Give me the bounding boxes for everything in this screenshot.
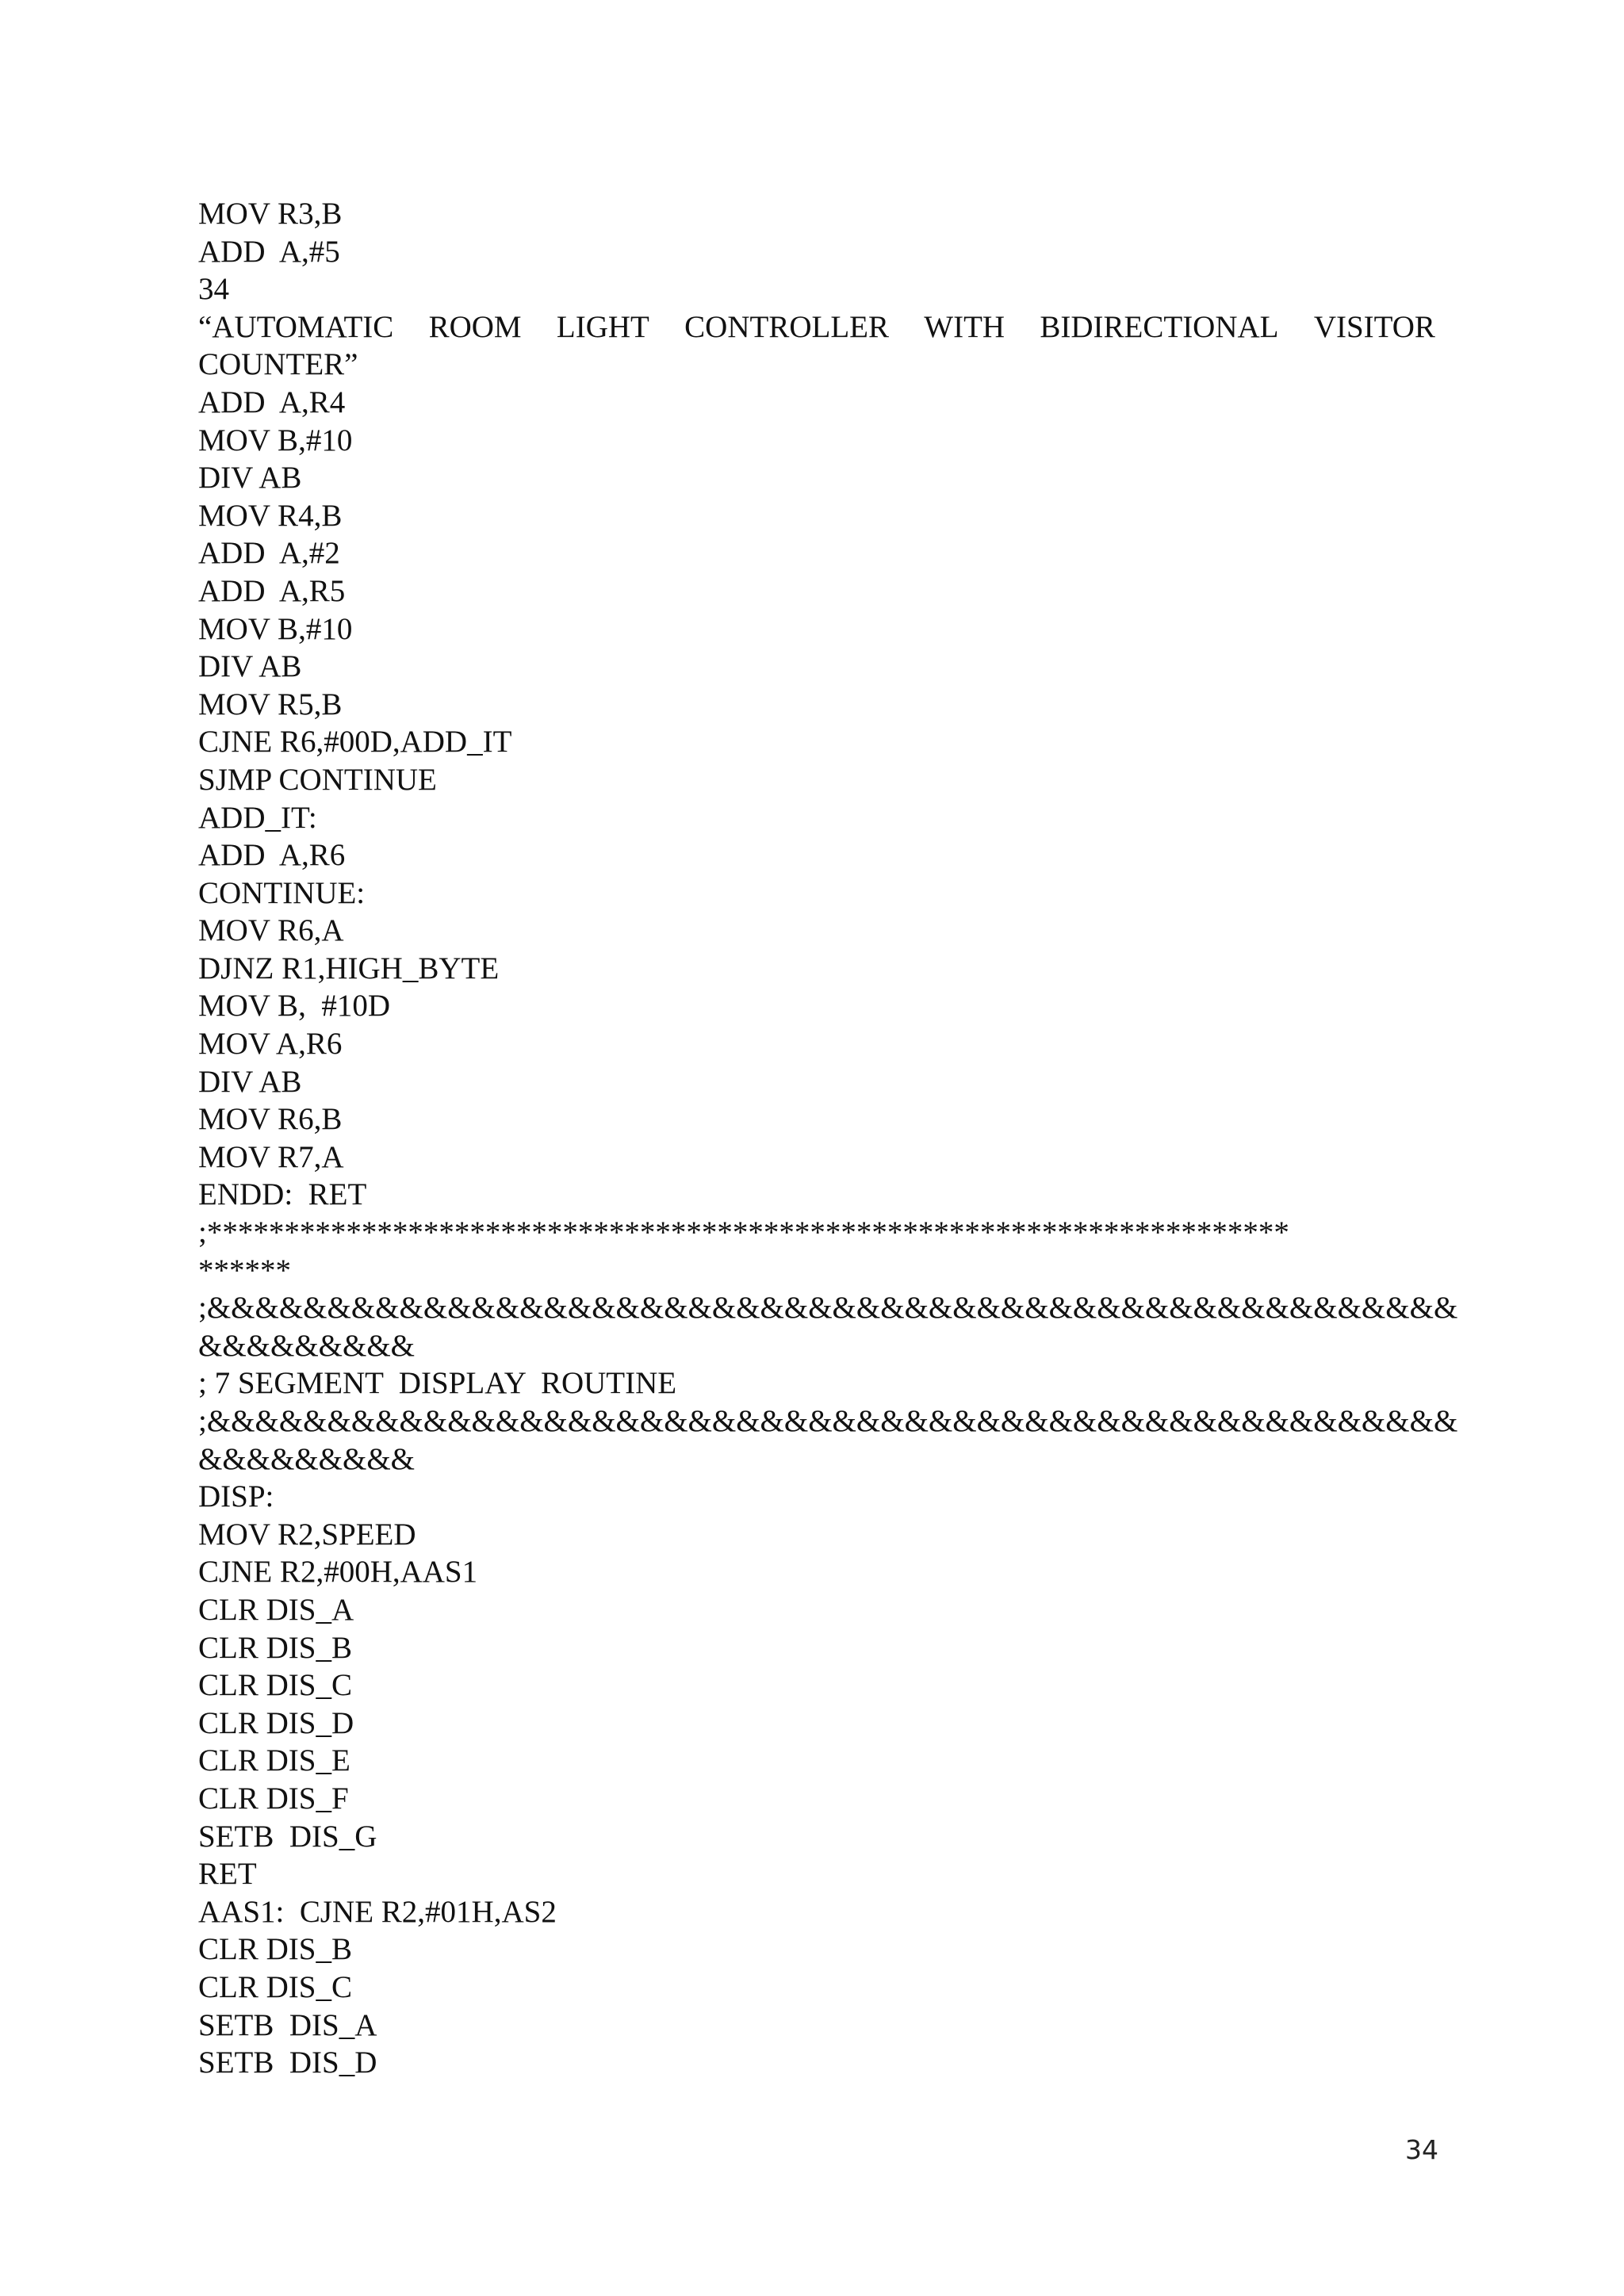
code-line: MOV R6,B — [198, 1102, 343, 1137]
code-listing — [198, 195, 1458, 2082]
title-word: BIDIRECTIONAL — [1040, 309, 1279, 344]
code-label-line: DISP: — [198, 1479, 274, 1514]
code-line: SETB DIS_A — [198, 2007, 377, 2042]
code-line: ADD A,R6 — [198, 838, 346, 873]
code-line: DIV AB — [198, 649, 302, 684]
code-line: CJNE R6,#00D,ADD_IT — [198, 725, 512, 760]
code-line: MOV B,#10 — [198, 611, 353, 646]
code-line: CLR DIS_B — [198, 1630, 352, 1665]
code-line: CLR DIS_F — [198, 1781, 349, 1816]
code-line: DJNZ R1,HIGH_BYTE — [198, 951, 500, 985]
code-line: ENDD: RET — [198, 1177, 367, 1212]
code-label-line: CONTINUE: — [198, 875, 366, 910]
code-line: DIV AB — [198, 1064, 302, 1099]
title-word: CONTROLLER — [684, 309, 889, 344]
comment-separator-line: ****** — [198, 1253, 291, 1288]
code-line: MOV R7,A — [198, 1139, 344, 1174]
code-line: MOV R5,B — [198, 687, 343, 721]
project-title-continuation: COUNTER” — [198, 347, 358, 382]
comment-separator-line: ;********************************************************************** — [198, 1215, 1289, 1250]
page-number: 34 — [1405, 2134, 1438, 2165]
code-label-line: ADD_IT: — [198, 800, 317, 835]
title-word: VISITOR — [1313, 309, 1435, 344]
comment-separator-line: &&&&&&&&& — [198, 1328, 416, 1363]
project-title-line — [198, 308, 1435, 346]
code-line: CLR DIS_B — [198, 1932, 352, 1967]
code-line: AAS1: CJNE R2,#01H,AS2 — [198, 1894, 557, 1929]
code-line: MOV R3,B — [198, 197, 343, 231]
code-line: RET — [198, 1857, 257, 1892]
code-line: ADD A,#5 — [198, 234, 340, 269]
code-line: SETB DIS_D — [198, 2045, 377, 2080]
title-word: ROOM — [428, 309, 522, 344]
stray-page-number-line: 34 — [198, 272, 229, 307]
code-line: DIV AB — [198, 461, 302, 496]
code-line: CLR DIS_D — [198, 1705, 354, 1740]
code-line: ADD A,#2 — [198, 536, 340, 571]
code-line: CLR DIS_C — [198, 1668, 352, 1703]
code-line: MOV R2,SPEED — [198, 1517, 416, 1552]
code-line: SETB DIS_G — [198, 1819, 377, 1854]
code-line: MOV B,#10 — [198, 423, 353, 457]
code-line: CLR DIS_E — [198, 1743, 350, 1778]
code-line: SJMP CONTINUE — [198, 762, 437, 797]
comment-separator-line: &&&&&&&&& — [198, 1441, 416, 1476]
code-line: CJNE R2,#00H,AAS1 — [198, 1555, 478, 1590]
code-line: CLR DIS_A — [198, 1592, 354, 1627]
code-line: ADD A,R4 — [198, 385, 346, 419]
title-word: “AUTOMATIC — [198, 309, 394, 344]
comment-separator-line: ;&&&&&&&&&&&&&&&&&&&&&&&&&&&&&&&&&&&&&&&&&&&&&&&&&&&& — [198, 1404, 1458, 1438]
title-word: WITH — [924, 309, 1005, 344]
code-line: MOV B, #10D — [198, 989, 390, 1024]
code-line: MOV R4,B — [198, 498, 343, 533]
code-line: MOV R6,A — [198, 913, 344, 948]
section-comment-heading: ; 7 SEGMENT DISPLAY ROUTINE — [198, 1366, 677, 1401]
code-line: MOV A,R6 — [198, 1027, 343, 1062]
title-word: LIGHT — [556, 309, 649, 344]
code-line: CLR DIS_C — [198, 1969, 352, 2004]
comment-separator-line: ;&&&&&&&&&&&&&&&&&&&&&&&&&&&&&&&&&&&&&&&&&&&&&&&&&&&& — [198, 1291, 1458, 1326]
code-line: ADD A,R5 — [198, 573, 346, 608]
